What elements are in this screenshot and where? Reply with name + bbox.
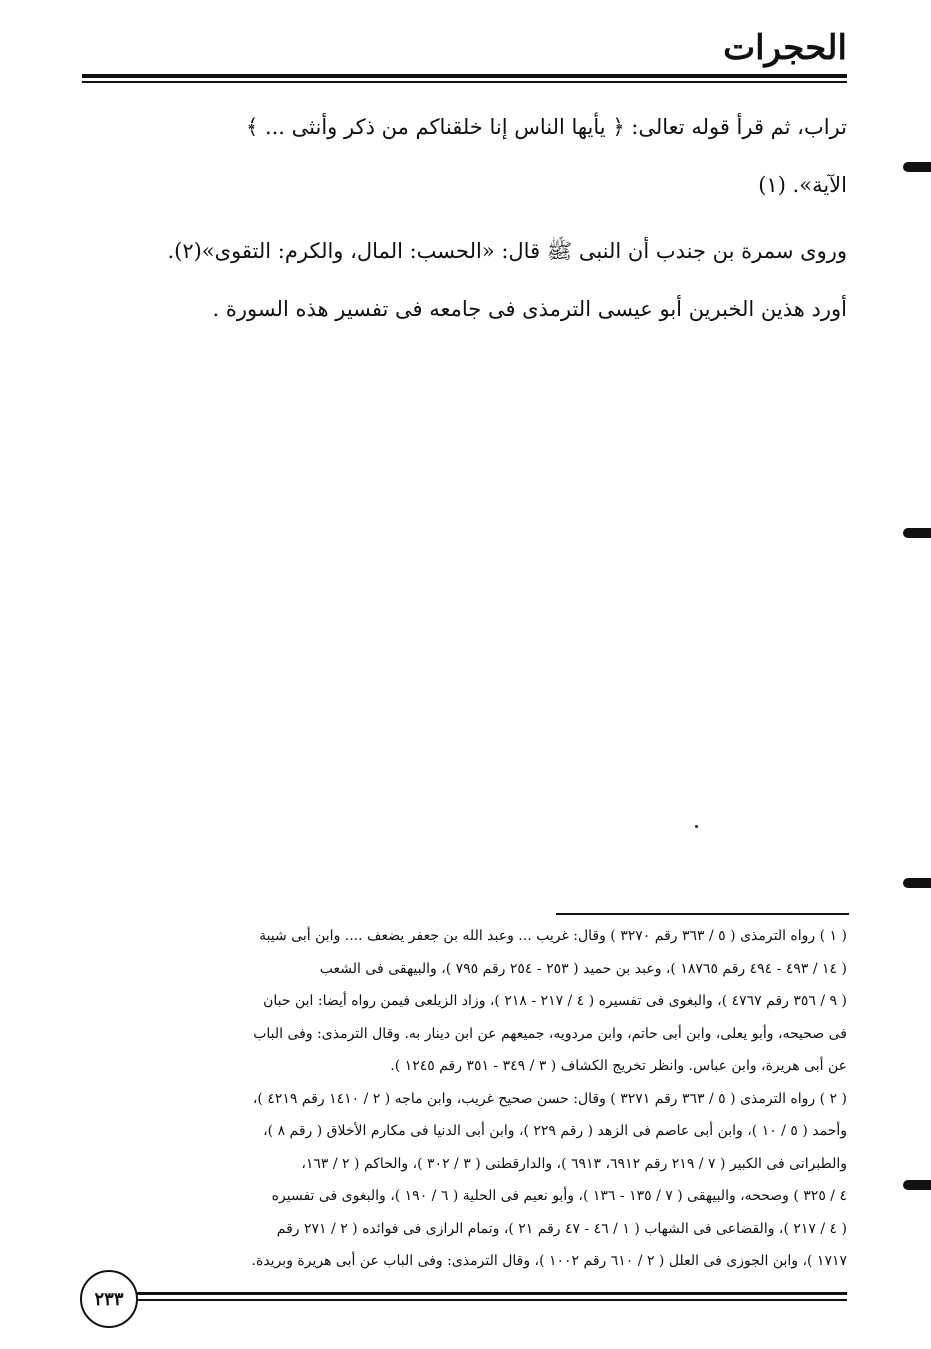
footnote-line: ٤ / ٣٢٥ ) وصححه، والبيهقى ( ٧ / ١٣٥ - ١٣٦ )، وأبو نعيم فى الحلية ( ٦ / ١٩٠ )، والبغوى فى تفسيره <box>271 1188 847 1204</box>
edge-mark <box>903 162 931 172</box>
paragraph: أورد هذين الخبرين أبو عيسى الترمذى فى جامعه فى تفسير هذه السورة . <box>212 297 847 321</box>
header-rule-thin <box>82 81 847 83</box>
footnote-separator <box>556 913 849 915</box>
edge-mark <box>903 528 931 538</box>
footnote-line: والطبرانى فى الكبير ( ٧ / ٢١٩ رقم ٦٩١٢، ٦٩١٣ )، والدارقطنى ( ٣ / ٣٠٢ )، والحاكم ( ٢ / ١٦٣، <box>301 1155 847 1172</box>
footnote-line: عن أبى هريرة، وابن عباس. وانظر تخريج الكشاف ( ٣ / ٣٤٩ - ٣٥١ رقم ١٢٤٥ ). <box>390 1058 847 1074</box>
page-number-text: ٢٣٣ <box>94 1288 124 1310</box>
edge-mark <box>903 878 931 888</box>
edge-mark <box>903 1180 931 1190</box>
running-header-title: الحجرات <box>723 28 847 68</box>
header-rule-thick <box>82 74 847 78</box>
speck <box>695 825 698 828</box>
footnote-line: وأحمد ( ٥ / ١٠ )، وابن أبى عاصم فى الزهد ( رقم ٢٢٩ )، وابن أبى الدنيا فى مكارم الأخلاق ( رقم ٨ )، <box>263 1123 847 1139</box>
paragraph: وروى سمرة بن جندب أن النبى ﷺ قال: «الحسب: المال، والكرم: التقوى»(٢). <box>167 239 847 263</box>
main-text <box>82 98 847 338</box>
footer-rule-thin <box>130 1299 847 1301</box>
footnote-line: فى صحيحه، وأبو يعلى، وابن أبى حاتم، وابن مردويه، جميعهم عن ابن دينار به. وقال الترمذى: وفى الباب <box>253 1025 847 1042</box>
footnote-line: ( ٢ ) رواه الترمذى ( ٥ / ٣٦٣ رقم ٣٢٧١ ) وقال: حسن صحيح غريب، وابن ماجه ( ٢ / ١٤١٠ رقم ٤٢١٩ )، <box>252 1090 847 1107</box>
paragraph: تراب، ثم قرأ قوله تعالى: ﴿ يأيها الناس إنا خلقناكم من ذكر وأنثى ... ﴾ <box>245 115 847 139</box>
footnote-line: ( ٩ / ٣٥٦ رقم ٤٧٦٧ )، والبغوى فى تفسيره ( ٤ / ٢١٧ - ٢١٨ )، وزاد الزيلعى فيمن رواه أيضا: ابن حبان <box>263 993 847 1009</box>
page-number <box>80 1270 138 1328</box>
footnote-line: ( ١٤ / ٤٩٣ - ٤٩٤ رقم ١٨٧٦٥ )، وعبد بن حميد ( ٢٥٣ - ٢٥٤ رقم ٧٩٥ )، والبيهقى فى الشعب <box>319 960 847 977</box>
paragraph: الآية». (١) <box>758 173 847 197</box>
footnote-line: ( ١ ) رواه الترمذى ( ٥ / ٣٦٣ رقم ٣٢٧٠ ) وقال: غريب ... وعبد الله بن جعفر يضعف .... وابن أبى شيبة <box>259 928 847 944</box>
footnotes <box>82 920 847 1278</box>
footnote-line: ( ٤ / ٢١٧ )، والقضاعى فى الشهاب ( ١ / ٤٦ - ٤٧ رقم ٢١ )، وتمام الرازى فى فوائده ( ٢ / ٢٧١ رقم <box>276 1220 847 1237</box>
footnote-line: ١٧١٧ )، وابن الجوزى فى العلل ( ٢ / ٦١٠ رقم ١٠٠٢ )، وقال الترمذى: وفى الباب عن أبى هريرة وبريدة. <box>251 1253 847 1269</box>
footer-rule-thick <box>130 1292 847 1295</box>
